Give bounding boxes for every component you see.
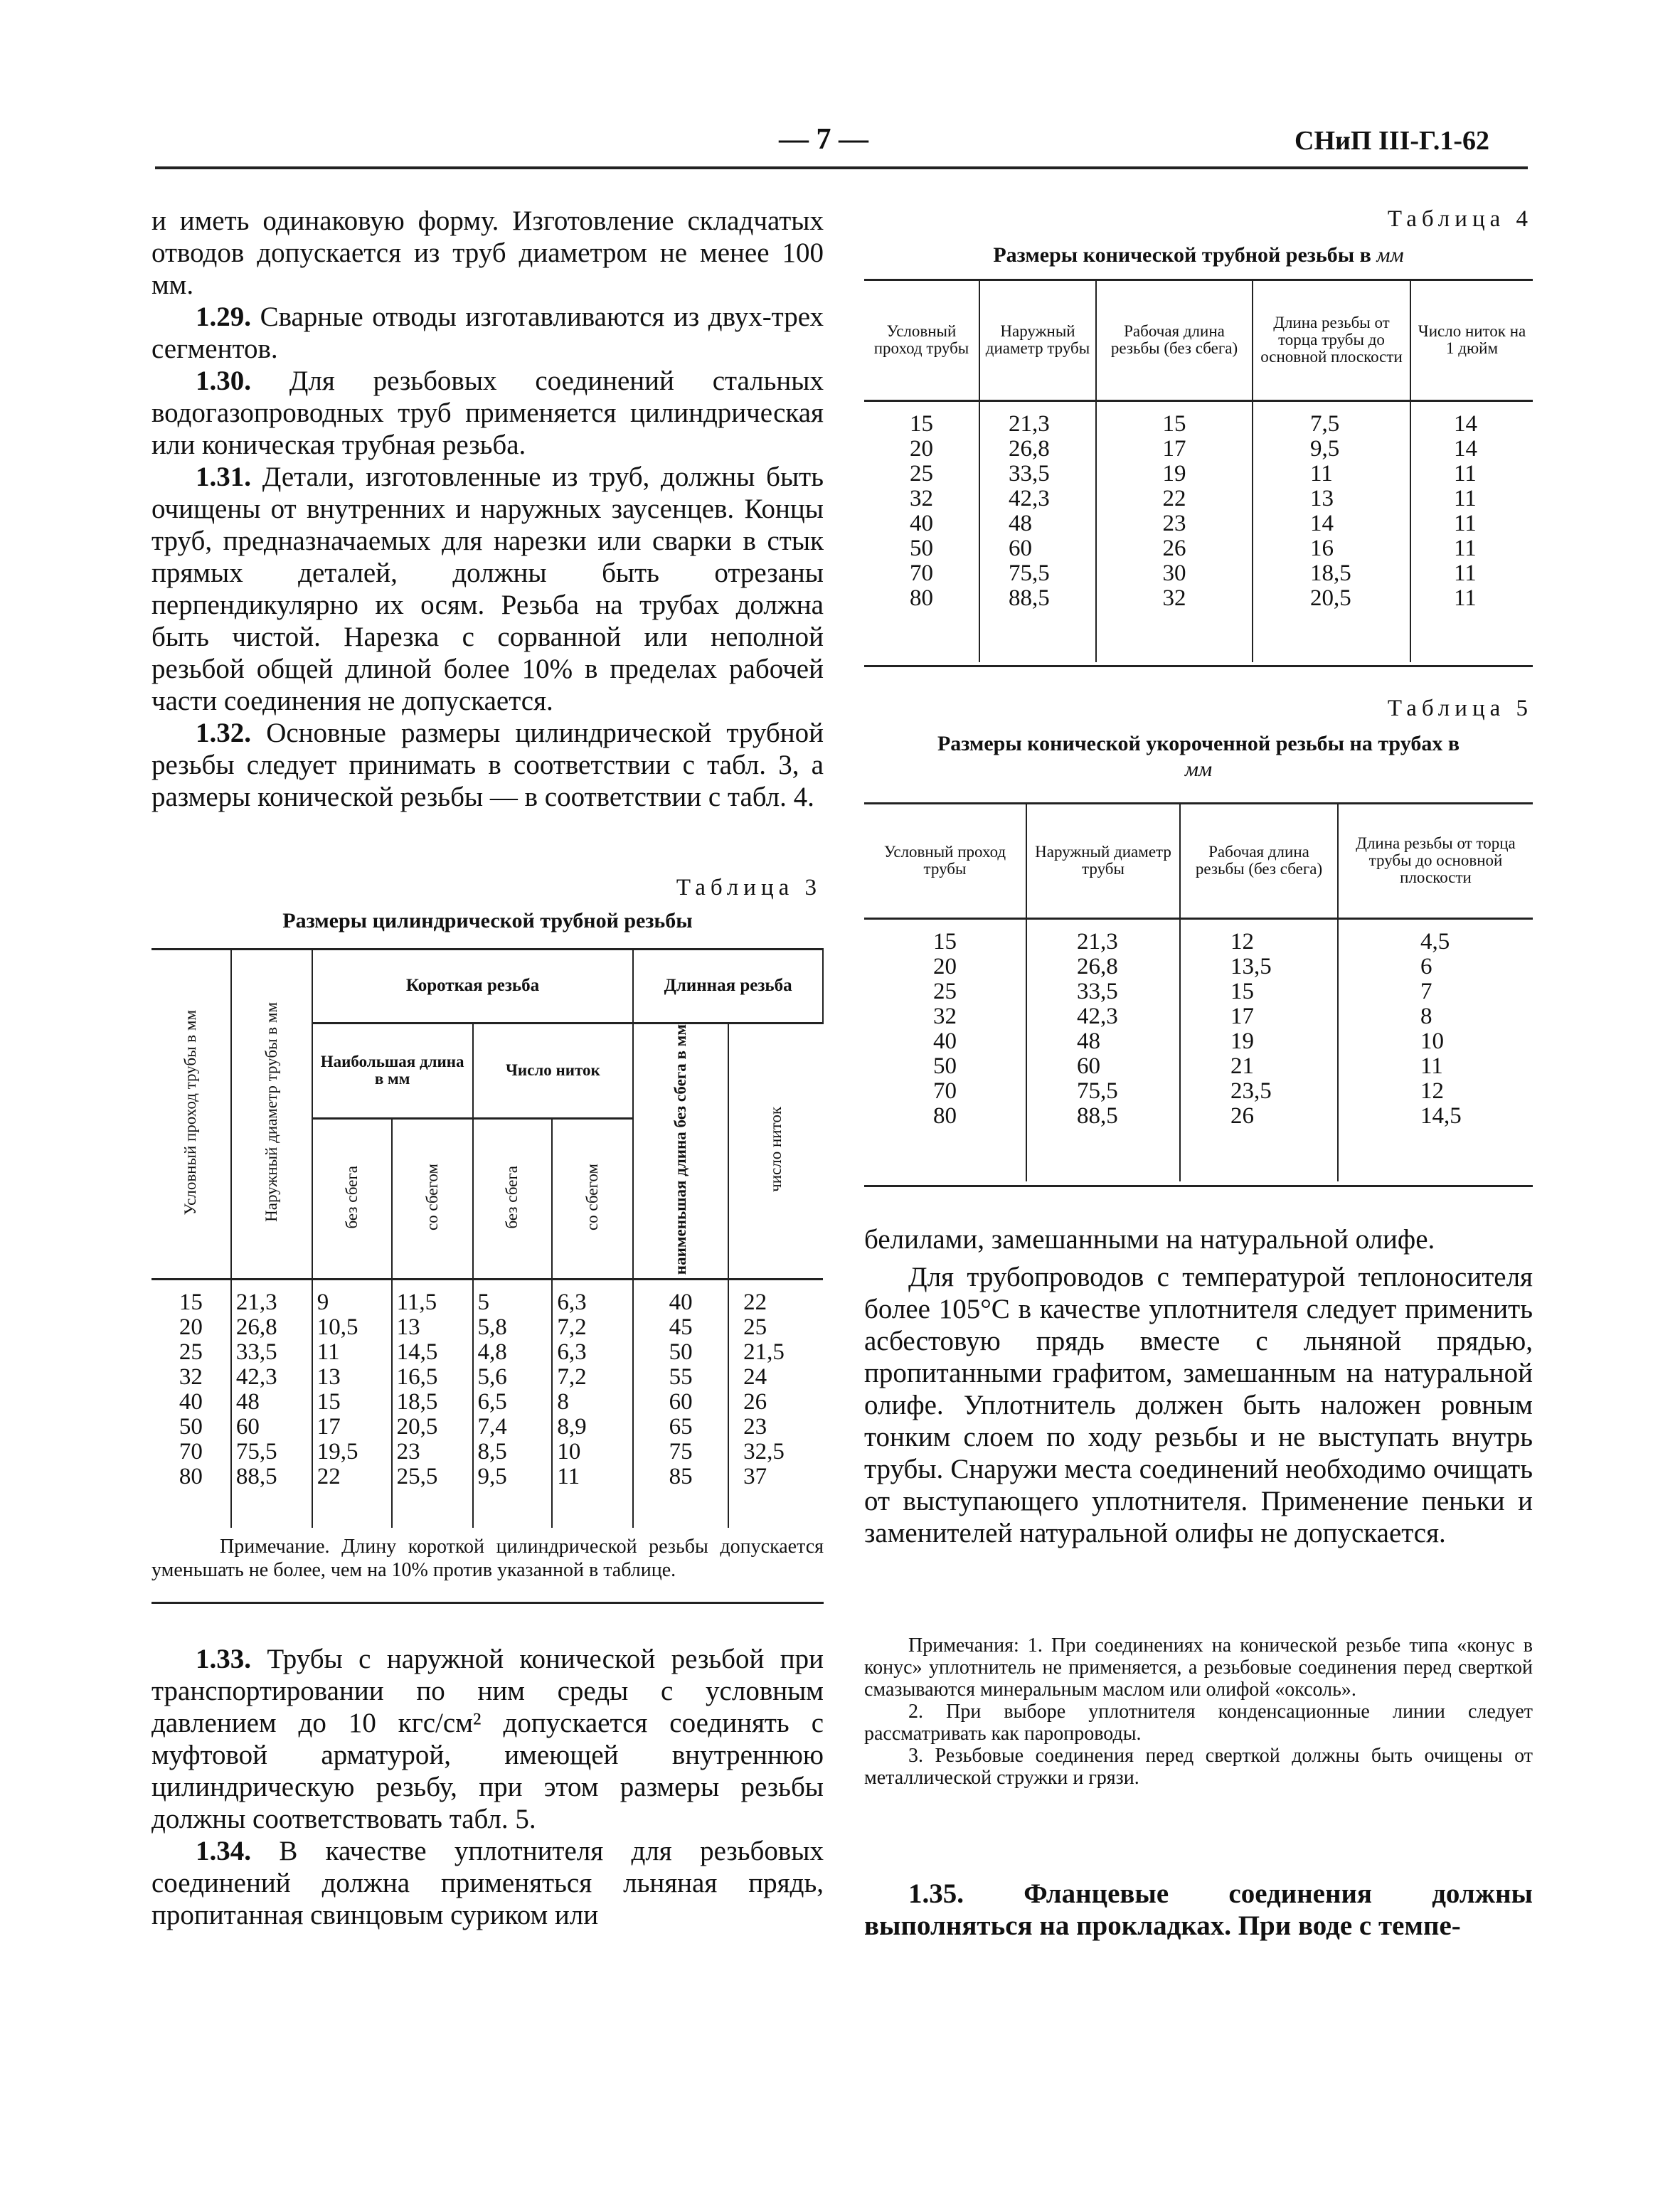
t3-header-short-with-run: со сбегом: [392, 1118, 473, 1279]
header-rule: [155, 166, 1528, 169]
t3-col-count-no-run: 5 5,8 4,8 5,6 6,5 7,4 8,5 9,5: [473, 1279, 553, 1499]
paragraph-continuation: и иметь одинаковую форму. Изготовление складчатых отводов допускается из труб диаметром не менее 100 мм.: [151, 206, 824, 300]
t3-col-min-length: 40 45 50 55 60 65 75 85: [633, 1279, 728, 1499]
t3-spacer-row: [151, 1499, 823, 1528]
table-row: [864, 918, 1533, 1181]
table4: [864, 279, 1533, 667]
table3-note: Примечание. Длину короткой цилиндрической резьбы допускается уменьшать не более, чем на 10% против указанной в таблице.: [151, 1535, 824, 1581]
t4-col-working-length: 15 17 19 22 23 26 30 32: [1096, 400, 1253, 662]
table4-title: Размеры конической трубной резьбы в мм: [993, 243, 1404, 267]
paragraph-1-34: 1.34. В качестве уплотнителя для резьбовых соединений должна применяться льняная прядь, пропитанная свинцовым суриком или: [151, 1836, 824, 1930]
t3-header-short-no-run: без сбега: [312, 1118, 392, 1279]
table4-grid: [864, 281, 1533, 662]
right-column-text: [864, 1223, 1533, 1549]
table4-label: Таблица 4: [1387, 206, 1533, 232]
t4-col-outer-diameter: 21,3 26,8 33,5 42,3 48 60 75,5 88,5: [979, 400, 1096, 662]
t4-header-working-length: Рабочая длина резьбы (без сбега): [1096, 281, 1253, 400]
paragraph-1-32: 1.32. Основные размеры цилиндрической трубной резьбы следует принимать в соответствии с табл. 3, а размеры конической резьбы — в соответствии с табл. 4.: [151, 718, 824, 812]
t4-col-nominal: 15 20 25 32 40 50 70 80: [864, 400, 979, 662]
paragraph-1-35: 1.35. Фланцевые соединения должны выполняться на прокладках. При воде с темпе-: [864, 1878, 1533, 1941]
table3-title: Размеры цилиндрической трубной резьбы: [282, 909, 693, 932]
table5-label: Таблица 5: [1387, 696, 1533, 721]
t3-header-count-no-run: без сбега: [473, 1118, 553, 1279]
final-paragraph-block: [864, 1878, 1533, 1942]
paragraph-1-30: 1.30. Для резьбовых соединений стальных водогазопроводных труб применяется цилиндрическая или коническая трубная резьба.: [151, 366, 824, 460]
t3-header-thread-count: Число ниток: [473, 1023, 634, 1118]
table-row: [864, 400, 1533, 662]
t5-header-working-length: Рабочая длина резьбы (без сбега): [1180, 804, 1338, 918]
t4-header-length-to-plane: Длина резьбы от торца трубы до основной плоскости: [1253, 281, 1410, 400]
notes-block: [864, 1634, 1533, 1789]
t5-col-nominal: 15 20 25 32 40 50 70 80: [864, 918, 1026, 1181]
table3-grid: [151, 950, 824, 1528]
t4-header-nominal: Условный проход трубы: [864, 281, 979, 400]
t4-col-length-to-plane: 7,5 9,5 11 13 14 16 18,5 20,5: [1253, 400, 1410, 662]
t3-header-long-thread: Длинная резьба: [633, 950, 823, 1023]
note-3: 3. Резьбовые соединения перед сверткой должны быть очищены от металлической стружки и грязи.: [864, 1745, 1533, 1789]
t3-col-short-no-run: 9 10,5 11 13 15 17 19,5 22: [312, 1279, 392, 1499]
t3-header-short-thread: Короткая резьба: [312, 950, 634, 1023]
t3-col-count-with-run: 6,3 7,2 6,3 7,2 8 8,9 10 11: [552, 1279, 633, 1499]
t4-header-outer-diameter: Наружный диаметр трубы: [979, 281, 1096, 400]
table3: [151, 948, 824, 1604]
t3-header-outer-diameter: Наружный диаметр трубы в мм: [231, 950, 312, 1279]
t3-col-outer-diameter: 21,3 26,8 33,5 42,3 48 60 75,5 88,5: [231, 1279, 312, 1499]
t5-col-length-to-plane: 4,5 6 7 8 10 11 12 14,5: [1338, 918, 1533, 1181]
left-column-text-2: [151, 1643, 824, 1931]
paragraph-1-29: 1.29. Сварные отводы изготавливаются из двух-трех сегментов.: [151, 302, 824, 364]
note-2: 2. При выборе уплотнителя конденсационные линии следует рассматривать как паропроводы.: [864, 1701, 1533, 1745]
paragraph-sealant: Для трубопроводов с температурой теплоносителя более 105°С в качестве уплотнителя следует применить асбестовую прядь вместе с льняной прядью, пропитанными графитом, замешанным на натуральной олифе. Уплотнитель должен быть наложен ровным тонким слоем по ходу резьбы и не выступать внутрь трубы. Снаружи места соединений необходимо очищать от выступающего уплотнителя. Применение пеньки и заменителей натуральной олифы не допускается.: [864, 1262, 1533, 1548]
t5-header-nominal: Условный проход трубы: [864, 804, 1026, 918]
table5-grid: [864, 804, 1533, 1181]
paragraph-continuation-right: белилами, замешанными на натуральной олифе.: [864, 1224, 1435, 1255]
t3-header-num-threads: число ниток: [728, 1023, 823, 1279]
table5: [864, 802, 1533, 1187]
t3-header-min-length: наименьшая длина без сбега в мм: [633, 1023, 728, 1279]
document-code: СНиП III-Г.1-62: [1294, 126, 1490, 156]
left-column-text: [151, 205, 824, 813]
note-1: Примечания: 1. При соединениях на конической резьбе типа «конус в конус» уплотнитель не применяется, а резьбовые соединения перед сверткой смазываются минеральным маслом или олифой «оксоль».: [864, 1634, 1533, 1701]
t3-header-max-length: Наибольшая длина в мм: [312, 1023, 473, 1118]
paragraph-1-33: 1.33. Трубы с наружной конической резьбой при транспортировании по ним среды с условным давлением до 10 кгс/см² допускается соединять с муфтовой арматурой, имеющей внутреннюю цилиндрическую резьбу, при этом размеры резьбы должны соответствовать табл. 5.: [151, 1644, 824, 1834]
t5-header-length-to-plane: Длина резьбы от торца трубы до основной плоскости: [1338, 804, 1533, 918]
table-row: [151, 1279, 823, 1499]
t3-col-short-with-run: 11,5 13 14,5 16,5 18,5 20,5 23 25,5: [392, 1279, 473, 1499]
t4-header-threads-per-inch: Число ниток на 1 дюйм: [1410, 281, 1533, 400]
t5-col-outer-diameter: 21,3 26,8 33,5 42,3 48 60 75,5 88,5: [1026, 918, 1180, 1181]
page-number: — 7 —: [779, 123, 868, 156]
t3-header-nominal: Условный проход трубы в мм: [151, 950, 231, 1279]
t3-col-nominal: 15 20 25 32 40 50 70 80: [151, 1279, 231, 1499]
t4-col-threads-per-inch: 14 14 11 11 11 11 11 11: [1410, 400, 1533, 662]
t3-header-count-with-run: со сбегом: [552, 1118, 633, 1279]
table3-label: Таблица 3: [676, 875, 822, 900]
paragraph-1-31: 1.31. Детали, изготовленные из труб, должны быть очищены от внутренних и наружных заусенцев. Концы труб, предназначаемых для нарезки или сварки в стык прямых деталей, должны быть отрезаны перпендикулярно их осям. Резьба на трубах должна быть чистой. Нарезка с сорванной или неполной резьбой общей длиной более 10% в пределах рабочей части соединения не допускается.: [151, 462, 824, 716]
t5-header-outer-diameter: Наружный диаметр трубы: [1026, 804, 1180, 918]
t3-col-num-threads: 22 25 21,5 24 26 23 32,5 37: [728, 1279, 823, 1499]
t5-col-working-length: 12 13,5 15 17 19 21 23,5 26: [1180, 918, 1338, 1181]
table5-title: Размеры конической укороченной резьбы на трубах в мм: [937, 732, 1460, 781]
